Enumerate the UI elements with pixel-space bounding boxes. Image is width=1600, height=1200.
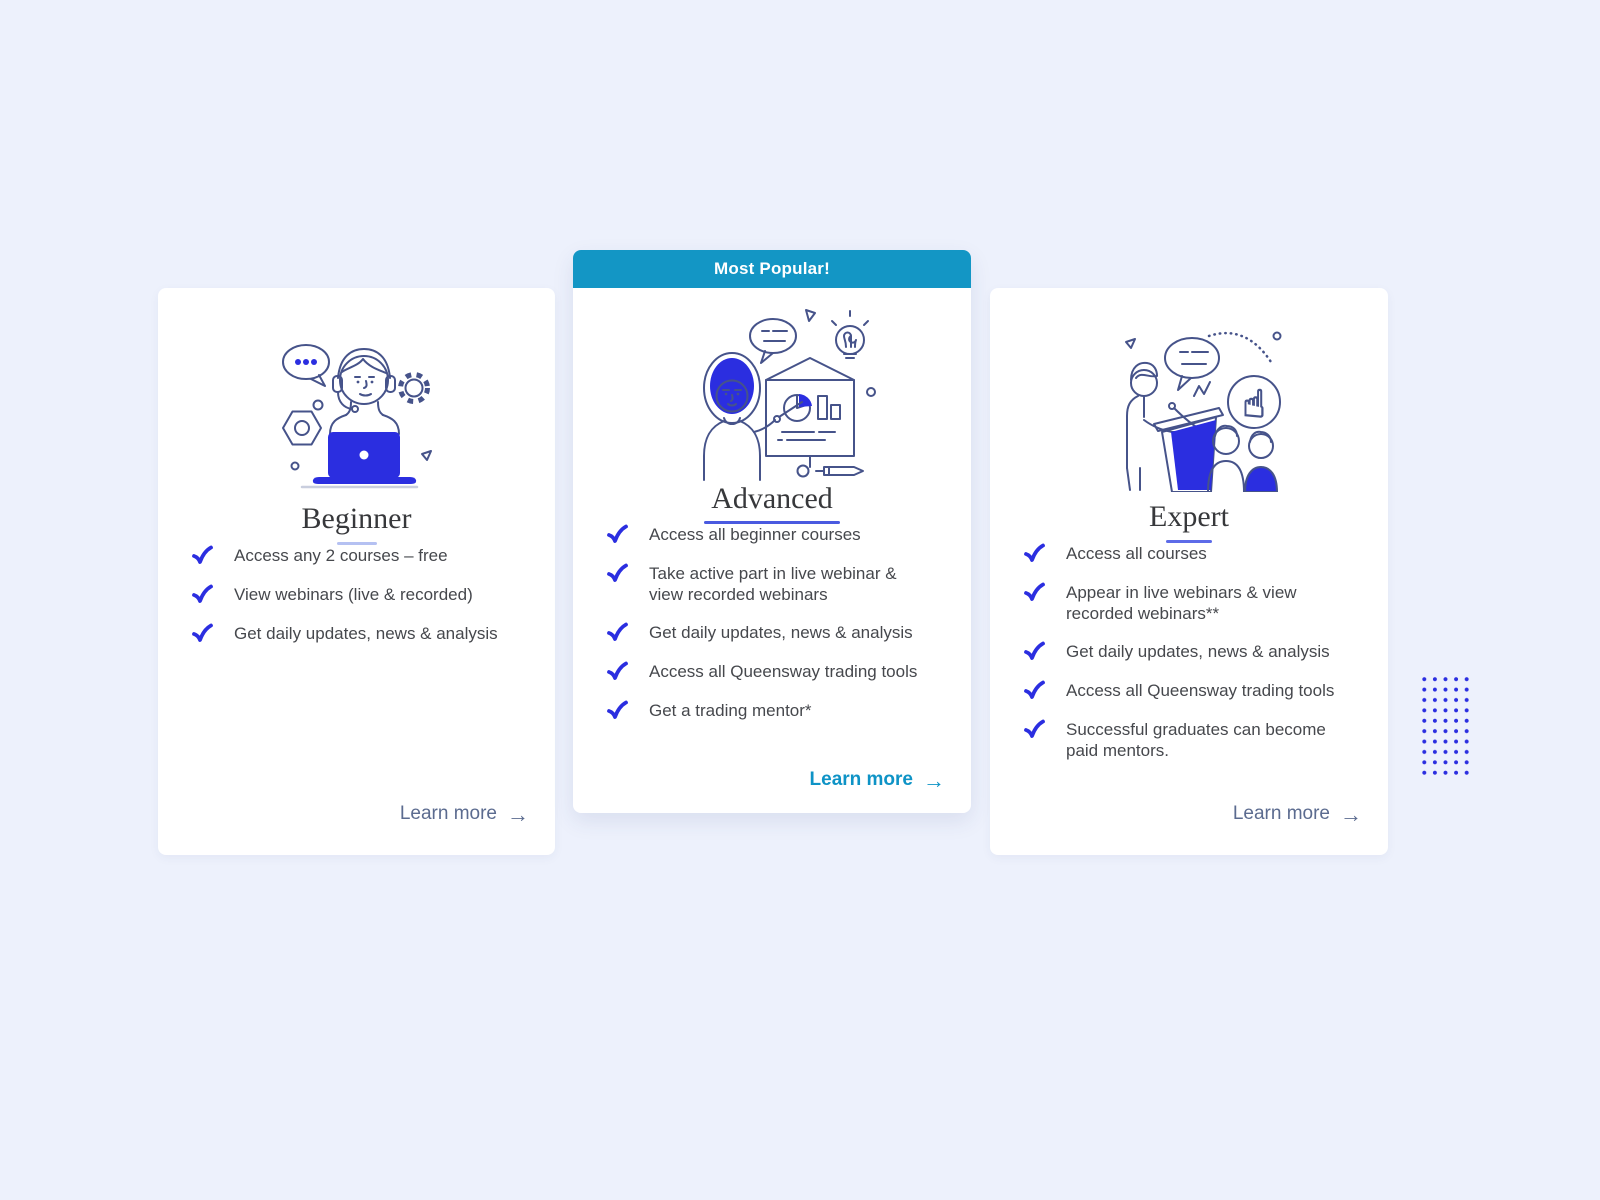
check-icon <box>605 561 629 585</box>
card-beginner <box>158 288 555 855</box>
feature-item <box>190 584 555 606</box>
feature-text: Get a trading mentor* <box>649 701 812 720</box>
check-icon <box>1022 541 1046 565</box>
feature-item <box>605 524 971 546</box>
learn-more-link[interactable] <box>1233 803 1362 825</box>
speaker-podium-illustration <box>1094 320 1284 492</box>
learn-more-link[interactable] <box>810 769 945 791</box>
feature-text: Get daily updates, news & analysis <box>234 624 498 643</box>
card-title: Beginner <box>301 502 412 535</box>
feature-item <box>1022 582 1388 624</box>
woman-presenting-illustration <box>666 300 878 482</box>
arrow-right-icon: → <box>1340 801 1362 827</box>
dot-grid-decoration <box>1417 672 1471 776</box>
check-icon <box>190 543 214 567</box>
badge-label: Most Popular! <box>714 259 830 278</box>
support-agent-laptop-illustration <box>262 320 452 492</box>
arrow-right-icon: → <box>923 767 945 793</box>
feature-item <box>605 661 971 683</box>
feature-item <box>1022 680 1388 702</box>
check-icon <box>605 620 629 644</box>
feature-list <box>990 543 1388 761</box>
feature-item <box>605 622 971 644</box>
check-icon <box>1022 717 1046 741</box>
feature-item <box>1022 641 1388 663</box>
feature-text: Successful graduates can become paid mentors. <box>1066 720 1326 760</box>
card-expert <box>990 288 1388 855</box>
check-icon <box>190 621 214 645</box>
check-icon <box>605 698 629 722</box>
learn-more-label: Learn more <box>399 803 497 824</box>
feature-text: Access all Queensway trading tools <box>1066 681 1335 700</box>
feature-item <box>1022 719 1388 761</box>
feature-item <box>190 545 555 567</box>
check-icon <box>1022 580 1046 604</box>
check-icon <box>1022 678 1046 702</box>
feature-item <box>1022 543 1388 565</box>
card-title: Expert <box>1149 500 1229 533</box>
check-icon <box>605 522 629 546</box>
feature-item <box>605 563 971 605</box>
feature-list <box>158 545 555 645</box>
feature-list <box>573 524 971 722</box>
feature-text: Access all beginner courses <box>649 525 861 544</box>
feature-text: Take active part in live webinar & view recorded webinars <box>649 564 897 604</box>
check-icon <box>190 582 214 606</box>
feature-text: Access any 2 courses – free <box>234 546 448 565</box>
feature-text: Get daily updates, news & analysis <box>1066 642 1330 661</box>
card-title: Advanced <box>711 482 833 515</box>
check-icon <box>605 659 629 683</box>
feature-text: Appear in live webinars & view recorded webinars** <box>1066 583 1297 623</box>
feature-item <box>190 623 555 645</box>
svg-text:☝: ☝ <box>1242 382 1266 426</box>
feature-text: View webinars (live & recorded) <box>234 585 473 604</box>
arrow-right-icon: → <box>507 801 529 827</box>
card-advanced <box>573 250 971 813</box>
feature-item <box>605 700 971 722</box>
most-popular-badge <box>573 250 971 288</box>
feature-text: Access all Queensway trading tools <box>649 662 918 681</box>
learn-more-label: Learn more <box>809 769 913 790</box>
feature-text: Get daily updates, news & analysis <box>649 623 913 642</box>
learn-more-link[interactable] <box>400 803 529 825</box>
learn-more-label: Learn more <box>1232 803 1330 824</box>
check-icon <box>1022 639 1046 663</box>
feature-text: Access all courses <box>1066 544 1207 563</box>
